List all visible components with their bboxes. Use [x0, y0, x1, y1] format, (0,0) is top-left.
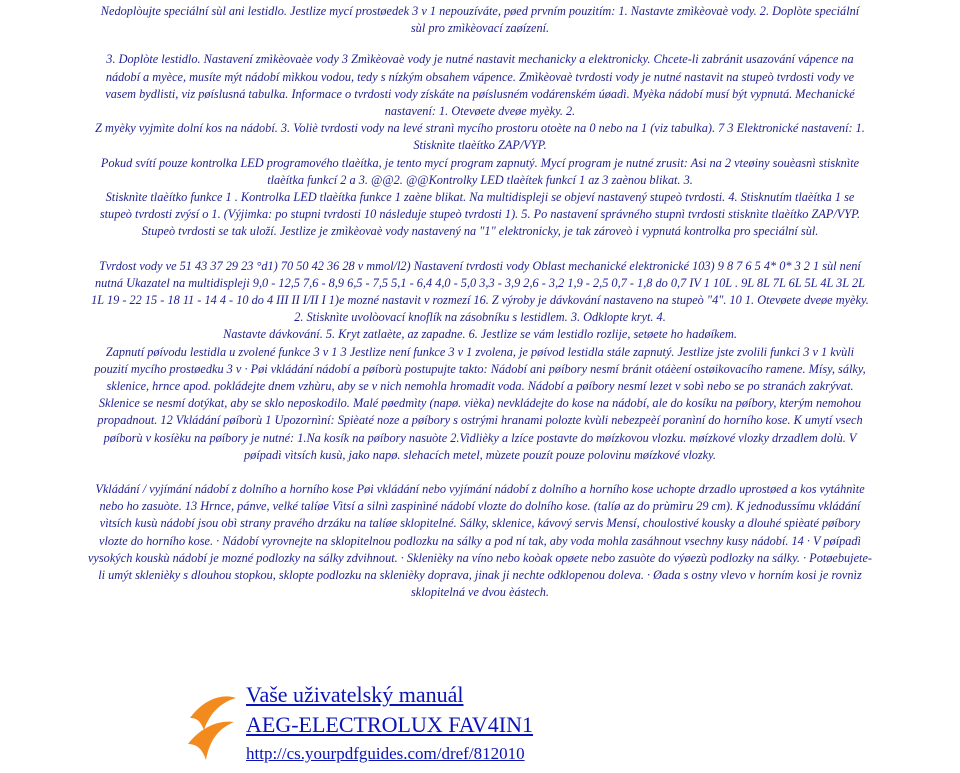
text-line: Z myèky vyjmìte dolní kos na nádobí. 3. Voliè tvrdosti vody na levé stranì mycího prostoru otoète na 0 nebo na 1 (viz tabulka). 7 3 Elektronické nastavení: 1.	[95, 121, 865, 136]
text-line: Zapnutí pøívodu lestidla u zvolené funkce 3 v 1 3 Jestlize není funkce 3 v 1 zvolena, je pøívod lestidla stále zapnutý. Jestlize jste zvolili funkci 3 v 1 kvùli	[105, 344, 855, 359]
model-link[interactable]: AEG-ELECTROLUX FAV4IN1	[246, 712, 533, 737]
text-line: Stisknìte tlaèítko funkce 1 . Kontrolka LED tlaèítka funkce 1 zaène blikat. Na multidispleji se objeví nastavený stupeò tvrdosti. 4. Stisknutím tlaèítka 1 se	[105, 190, 855, 205]
text-line: pouzití mycího prostøedku 3 v · Pøi vkládání nádobí a pøíborù postupujte takto: Nádobí ani pøíbory nesmí bránit otáèení ostøikovacího ramene. Mísy, sálky,	[94, 361, 866, 376]
text-line: tlaèítka funkcí 2 a 3. @@2. @@Kontrolky LED tlaèítek funkcí 1 az 3 zaènou blikat. 3.	[267, 172, 693, 187]
text-line: Tvrdost vody ve 51 43 37 29 23 °d1) 70 50 42 36 28 v mmol/l2) Nastavení tvrdosti vody Oblast mechanické elektronické 103) 9 8 7 6 5 4* 0* 3 2 1 sùl není	[99, 258, 861, 273]
footer-links	[246, 678, 533, 766]
text-line: vlozte do horního kose. · Nádobí vyrovnejte na sklopitelnou podlozku na sálky a pod ní tak, aby voda mohla zasáhnout vsechny kusy nádobí. 14 · V pøípadì	[99, 533, 861, 548]
text-line: Vkládání / vyjímání nádobí z dolního a horního kose Pøi vkládání nebo vyjímání nádobí z dolního a horního kose uchopte drzadlo uprostøed a kos vytáhnìte	[95, 482, 865, 497]
text-line: 2. Stisknìte uvolòovací knoflík na zásobníku s lestidlem. 3. Odklopte kryt. 4.	[294, 310, 666, 325]
text-line: propadnout. 12 Vkládání pøíborù 1 Upozornìní: Spièaté noze a pøíbory s ostrými hranami polozte kvùli nebezpeèí poranìní do horního kose. K umytí vsech	[97, 413, 863, 428]
text-line: Pokud svítí pouze kontrolka LED programového tlaèítka, je tento mycí program zapnutý. Mycí program je nutné zrusit: Asi na 2 vteøiny souèasnì stisknìte	[100, 155, 860, 170]
text-line: 1L 19 - 22 15 - 18 11 - 14 4 - 10 do 4 III II I/II I 1)e mozné nastavit v rozmezí 16. Z výroby je dávkování nastaveno na stupeò "4". 10 1. Otevøete dveøe myèky.	[91, 293, 869, 308]
text-line: nastavení: 1. Otevøete dveøe myèky. 2.	[384, 104, 576, 119]
text-line: pøíborù v kosíèku na pøíbory je nutné: 1.Na kosík na pøíbory nasuòte 2.Vidlièky a lzíce postavte do møízkovou vlozku. møízkové vlozky drzadlem dolù. V	[103, 430, 857, 445]
source-url-link[interactable]: http://cs.yourpdfguides.com/dref/812010	[246, 744, 525, 763]
orange-swoosh-logo-icon	[180, 678, 240, 768]
text-line: vysokých kouskù nádobí je mozné podlozky na sálky zdvihnout. · Sklenièky na víno nebo koòak opøete nebo zasuòte do výøezù podlozky na sálky. · Potøebujete-	[87, 550, 873, 565]
text-line: vasem bydlisti, viz pøíslusná tabulka. Informace o tvrdosti vody získáte na pøíslusném vodárenském úøadì. Myèka nádobí musí být vypnutá. Mechanické	[105, 86, 855, 101]
text-line: Stupeò tvrdosti se tak uloží. Jestlize je zmìkèovaè vody nastavený na "1" elektronicky, je tak zároveò i vypnutá kontrolka pro speciální sùl.	[141, 224, 819, 239]
text-line: Sklenice se nesmí dotýkat, aby se sklo neposkodilo. Malé pøedmìty (napø. vièka) nevkládejte do kose na nádobí, ale do kosíku na pøíbory, kterým nemohou	[98, 396, 862, 411]
text-line: Stisknìte tlaèítko ZAP/VYP.	[413, 138, 547, 153]
text-line: sùl pro zmìkèovací zaøízení.	[410, 21, 550, 36]
text-line: vìtsích kusù nádobí jsou obì strany pravého drzáku na talíøe sklopitelné. Sálky, sklenice, kávový servis Mensí, choulostivé kousky a dlouhé spièaté pøíbory	[99, 516, 861, 531]
text-line: nádobí a myèce, musíte mýt nádobí mìkkou vodou, tedy s nízkým obsahem vápence. Zmìkèovaè tvrdosti vody je nutné nastavit na stupeò tvrdosti vody ve	[105, 69, 855, 84]
text-line: pøípadì vìtsích kusù, jako napø. slehacích metel, mùzete pouzít pouze polovinu møízkové vlozky.	[244, 447, 716, 462]
text-line: nutná Ukazatel na multidispleji 9,0 - 12,5 7,6 - 8,9 6,5 - 7,5 5,1 - 6,4 4,0 - 5,0 3,3 - 3,9 2,6 - 3,2 1,9 - 2,5 0,7 - 1,8 do 0,7 IV 1 10L . 9L 8L 7L 6L 5L 4L 3L 2L	[95, 275, 865, 290]
text-line: sklenice, hrnce apod. pokládejte dnem vzhùru, aby se v nich nemohla hromadit voda. Nádobí a pøíbory nesmí lezet v sobì nebo se po stranách zakrývat.	[106, 379, 854, 394]
text-line: Nedoplòujte speciální sùl ani lestidlo. Jestlize mycí prostøedek 3 v 1 nepouzíváte, pøed prvním pouzitím: 1. Nastavte zmìkèovaè vody. 2. Doplòte speciální	[100, 4, 860, 18]
text-line: li umýt sklenièky s dlouhou stopkou, sklopte podlozku na sklenièky doprava, jinak ji nechte odklopenou doleva. · Øada s ostny vlevo v horním kosi je rovnìz	[98, 568, 862, 583]
text-line: nebo ho zasuòte. 13 Hrnce, pánve, velké talíøe Vìtsí a silnì zaspinìné nádobí vlozte do dolního kose. (talíø az do prùmìru 29 cm). K jednodussímu vkládání	[99, 499, 861, 514]
footer	[180, 678, 533, 768]
text-line: stupeò tvrdosti zvýsí o 1. (Výjimka: po stupni tvrdosti 10 následuje stupeò tvrdosti 1). 5. Po nastavení správného stupnì tvrdosti stisknìte tlaèítko ZAP/VYP.	[99, 207, 861, 222]
text-line: 3. Doplòte lestidlo. Nastavení zmìkèovaèe vody 3 Zmìkèovaè vody je nutné nastavit mechanicky a elektronicky. Chcete-li zabránit usazování vápence na	[106, 52, 854, 67]
text-line: Nastavte dávkování. 5. Kryt zatlaète, az zapadne. 6. Jestlize se vám lestidlo rozlije, setøete ho hadøíkem.	[223, 327, 737, 342]
manual-title-link[interactable]: Vaše uživatelský manuál	[246, 682, 464, 707]
text-line: sklopitelná ve dvou èástech.	[411, 585, 549, 600]
